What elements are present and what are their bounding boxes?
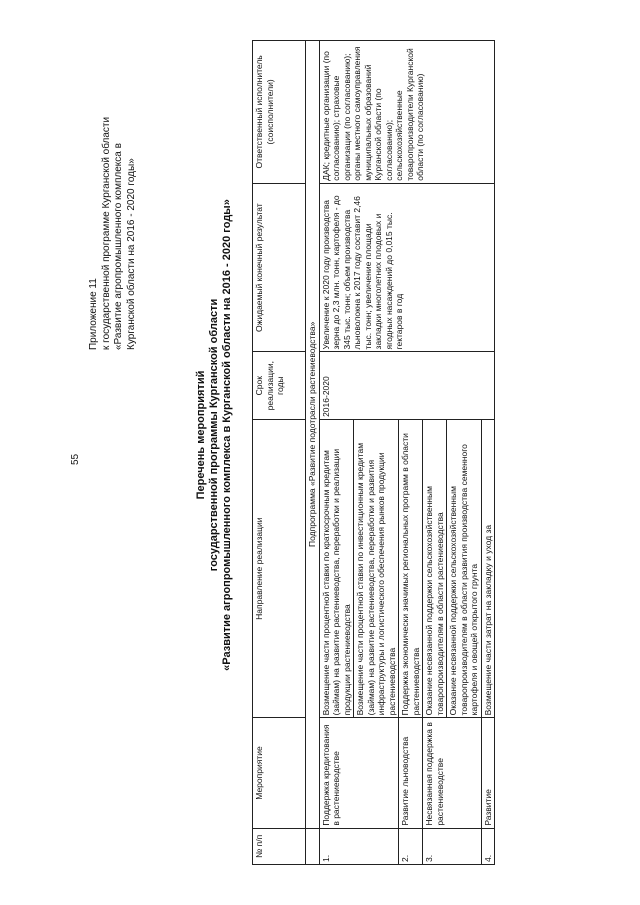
title-line: Перечень мероприятий (195, 370, 207, 500)
subprogram-title: Подпрограмма «Развитие подотрасли растениеводства» (306, 41, 320, 829)
title-line: государственной программы Курганской области (208, 298, 220, 572)
term-cell: 2016-2020 (319, 352, 495, 419)
executor-cell: ДАК; кредитные организации (по согласованию); страховые организации (по согласованию); органы местного самоуправления муниципальных образований Курганской области (по согласованию); сельскохозяйственные товаропроизводители Курганской области (по согласованию) (319, 41, 495, 184)
table-header-row (253, 41, 306, 865)
measures-table (252, 40, 495, 865)
row-direction: Поддержка экономически значимых региональных программ в области растениеводства (399, 419, 423, 717)
header-executor: Ответственный исполнитель (соисполнители) (253, 41, 306, 184)
row-event: Развитие льноводства (399, 718, 423, 828)
appendix-line: Приложение 11 (88, 278, 99, 350)
appendix-line: «Развитие агропромышленного комплекса в (113, 143, 124, 350)
header-direction: Направление реализации (253, 419, 306, 717)
page-number: 55 (70, 453, 81, 465)
result-cell: Увеличение к 2020 году производства зерна до 2,3 млн. тонн, картофеля - до 345 тыс. тонн; объем производства льноволокна к 2017 году составит 2,46 тыс. тонн; увеличение площади закладки многолетних плодовых и ягодных насаждений до 0,015 тыс. гектаров в год (319, 183, 495, 352)
row-direction: Оказание несвязанной поддержки сельскохозяйственным товаропроизводителям в области растениеводства (423, 419, 447, 717)
appendix-note (88, 20, 138, 350)
row-direction: Возмещение части процентной ставки по краткосрочным кредитам (займам) на развитие растениеводства, переработки и реализации продукции растениеводства (319, 419, 354, 717)
table-row (319, 41, 354, 865)
appendix-line: Курганской области на 2016 - 2020 годы» (125, 158, 137, 350)
row-num: 2. (399, 828, 423, 864)
appendix-line: к государственной программе Курганской области (100, 116, 112, 350)
subprogram-row (306, 41, 320, 865)
row-num: 4. (481, 828, 495, 864)
header-result: Ожидаемый конечный результат (253, 183, 306, 352)
title-line: «Развитие агропромышленного комплекса в Курганской области на 2016 - 2020 годы» (221, 199, 233, 671)
row-direction: Возмещение части затрат на закладку и уход за (481, 419, 495, 717)
row-direction: Оказание несвязанной поддержки сельскохозяйственным товаропроизводителям в области развития производства семенного картофеля и овощей открытого грунта (447, 419, 482, 717)
row-num: 1. (319, 828, 399, 864)
row-event: Поддержка кредитования в растениеводстве (319, 718, 399, 828)
row-direction: Возмещение части процентной ставки по инвестиционным кредитам (займам) на развитие растениеводства, переработки и развития инфраструктуры и логистического обеспечения рынков продукции растениеводства (354, 419, 399, 717)
row-num: 3. (423, 828, 482, 864)
header-num: № п/п (253, 828, 306, 864)
document-title (195, 45, 234, 825)
header-event: Мероприятие (253, 718, 306, 828)
header-term: Срок реализации, годы (253, 352, 306, 419)
row-event: Несвязанная поддержка в растениеводстве (423, 718, 482, 828)
row-event: Развитие (481, 718, 495, 828)
subprogram-empty-cell (306, 828, 320, 864)
